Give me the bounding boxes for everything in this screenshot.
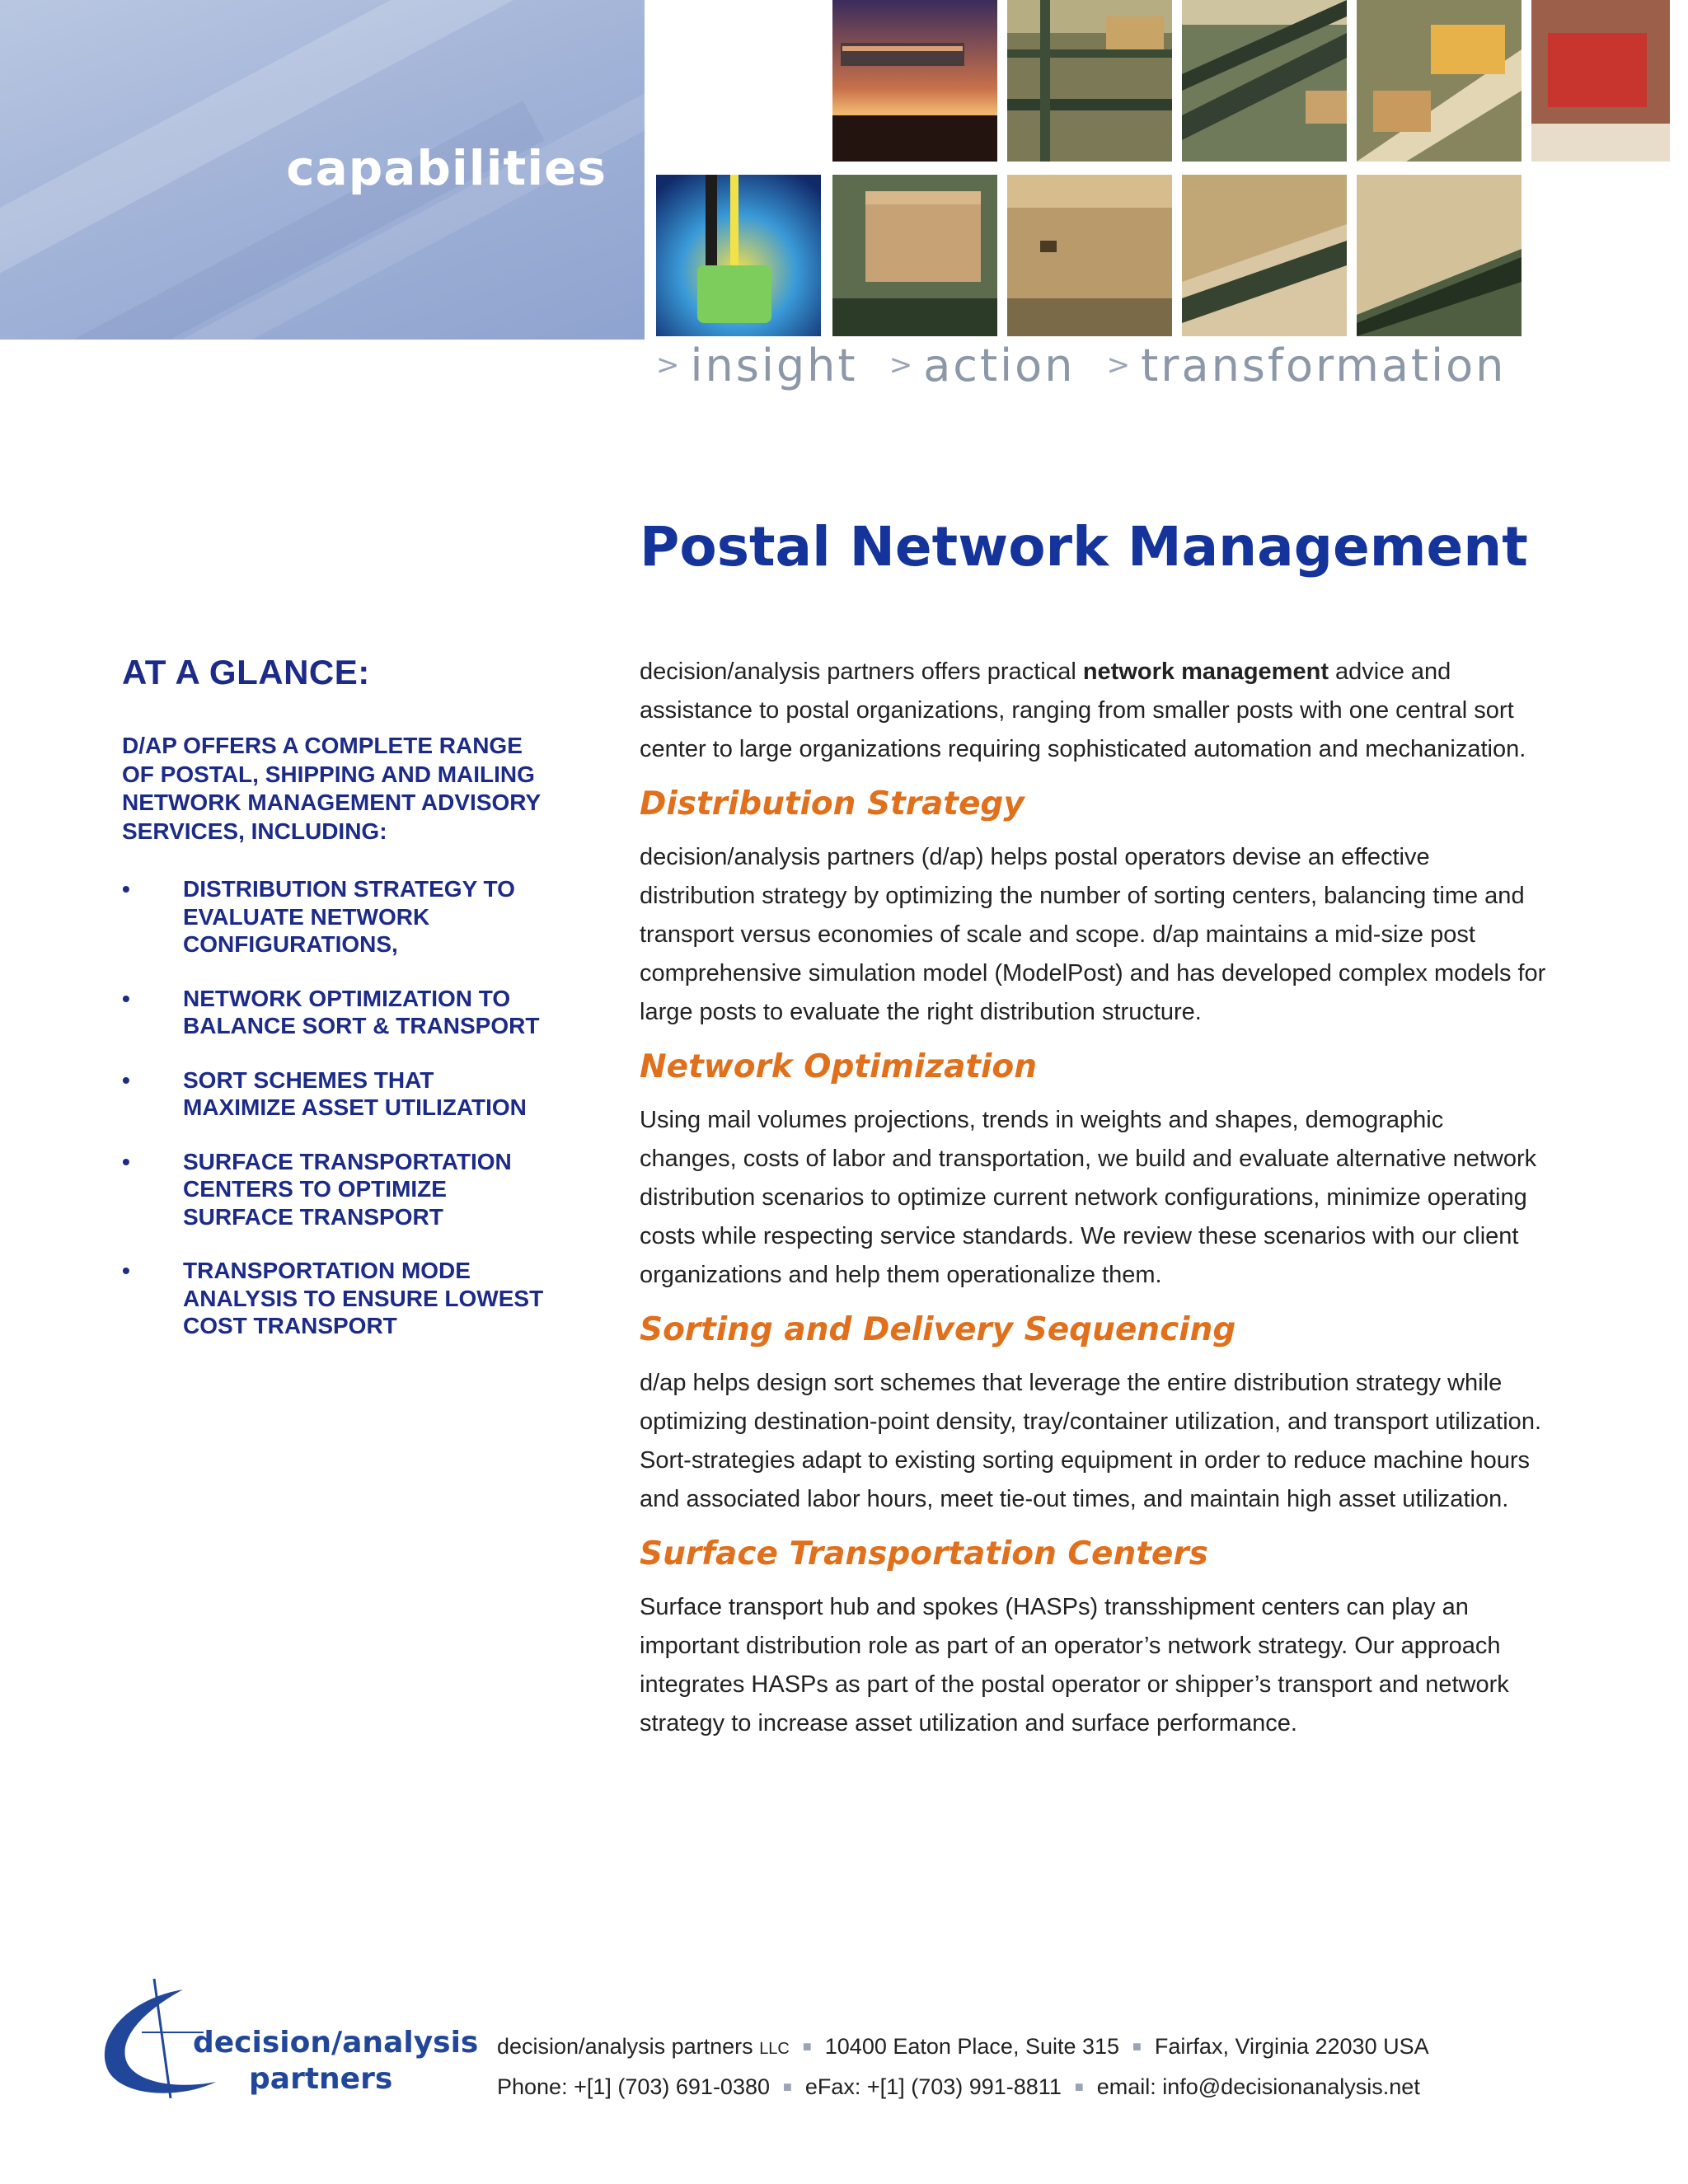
footer-email: email: info@decisionanalysis.net [1096, 2074, 1420, 2099]
company-logo [92, 1975, 479, 2098]
section-heading-surface-transportation: Surface Transportation Centers [640, 1535, 1208, 1572]
photo-rollers-2 [1357, 175, 1522, 336]
footer-address-line: decision/analysis partners LLC ■ 10400 Eaton Place, Suite 315 ■ Fairfax, Virginia 22030 USA [497, 2034, 1429, 2059]
section-heading-sorting-delivery: Sorting and Delivery Sequencing [640, 1311, 1236, 1348]
logo-text-line2: partners [249, 2062, 393, 2096]
tagline-insight: insight [690, 340, 858, 391]
photo-conveyor-1 [1007, 0, 1172, 162]
section-heading-distribution-strategy: Distribution Strategy [640, 785, 1025, 823]
photo-rollers-1 [1182, 175, 1347, 336]
sidebar-item: • TRANSPORTATION MODE ANALYSIS TO ENSURE LOWEST COST TRANSPORT [122, 1258, 544, 1338]
footer-phone-line: Phone: +[1] (703) 691-0380 ■ eFax: +[1] (703) 991-8811 ■ email: info@decisionanalysis.net [497, 2074, 1420, 2099]
page-title: Postal Network Management [640, 515, 1528, 579]
banner-word: capabilities [286, 140, 607, 196]
bullet-icon: • [122, 985, 130, 1011]
square-separator-icon: ■ [1132, 2038, 1142, 2055]
at-a-glance-sidebar [122, 653, 551, 1366]
photo-conveyor-2 [1182, 0, 1347, 162]
tagline-action: action [923, 340, 1076, 391]
square-separator-icon: ■ [802, 2038, 812, 2055]
photo-box-conveyor [832, 175, 997, 336]
sidebar-intro: D/AP OFFERS A COMPLETE RANGE OF POSTAL, SHIPPING AND MAILING NETWORK MANAGEMENT ADVISORY SERVICES, INCLUDING: [122, 733, 541, 844]
sidebar-list [122, 875, 551, 1340]
intro-bold-term: network management [1082, 658, 1329, 685]
header-banner [0, 0, 645, 340]
photo-box-closeup [1007, 175, 1172, 336]
sidebar-item: • DISTRIBUTION STRATEGY TO EVALUATE NETWORK CONFIGURATIONS, [122, 876, 515, 957]
photo-truck-sunset [832, 0, 997, 162]
section-body-network-optimization: Using mail volumes projections, trends in weights and shapes, demographic changes, costs of labor and transportation, we build and evaluate alternative network distribution scenarios to optimize current network configurations, minimize operating costs while respecting service standards. We review these scenarios with our client organizations and help them operationalize them. [640, 1107, 1537, 1288]
square-separator-icon: ■ [783, 2079, 792, 2095]
tagline: > insight > action > transformation [656, 340, 1507, 391]
sidebar-item: • SORT SCHEMES THAT MAXIMIZE ASSET UTILIZATION [122, 1066, 527, 1120]
bullet-icon: • [122, 1148, 130, 1174]
section-body-surface-transportation: Surface transport hub and spokes (HASPs) transshipment centers can play an important distribution role as part of an operator’s network strategy. Our approach integrates HASPs as part of the postal operator or shipper’s transport and network strategy to increase asset utilization and surface performance. [640, 1594, 1509, 1736]
intro-paragraph: decision/analysis partners offers practical network management advice and assistance to postal organizations, ranging from smaller posts with one central sort center to large organizations requiring sophisticated automation and mechanization. [640, 658, 1526, 762]
sidebar-heading: AT A GLANCE: [122, 653, 370, 691]
sidebar-item: • SURFACE TRANSPORTATION CENTERS TO OPTIMIZE SURFACE TRANSPORT [122, 1148, 512, 1230]
bullet-icon: • [122, 876, 130, 902]
sidebar-item: • NETWORK OPTIMIZATION TO BALANCE SORT & TRANSPORT [122, 985, 540, 1038]
photo-fiber-cable [656, 175, 821, 336]
main-content [640, 653, 1546, 1743]
footer-contact [497, 2027, 1429, 2106]
logo-text-line1: decision/analysis [193, 2026, 479, 2060]
section-body-distribution-strategy: decision/analysis partners (d/ap) helps postal operators devise an effective distribution strategy by optimizing the number of sorting centers, balancing time and transport versus economies of scale and scope. d/ap maintains a mid-size post comprehensive simulation model (ModelPost) and has developed complex models for large posts to evaluate the right distribution structure. [640, 844, 1546, 1025]
tagline-transformation: transformation [1141, 340, 1507, 391]
photo-boxes-1 [1357, 0, 1522, 162]
square-separator-icon: ■ [1074, 2079, 1084, 2095]
bullet-icon: • [122, 1258, 130, 1283]
bullet-icon: • [122, 1066, 130, 1093]
section-body-sorting-delivery: d/ap helps design sort schemes that leverage the entire distribution strategy while optimizing destination-point density, tray/container utilization, and transport utilization. Sort-strategies adapt to existing sorting equipment in order to reduce machine hours and associated labor hours, meet tie-out times, and maintain high asset utilization. [640, 1370, 1541, 1512]
section-heading-network-optimization: Network Optimization [640, 1048, 1037, 1085]
photo-boxes-2 [1531, 0, 1670, 162]
